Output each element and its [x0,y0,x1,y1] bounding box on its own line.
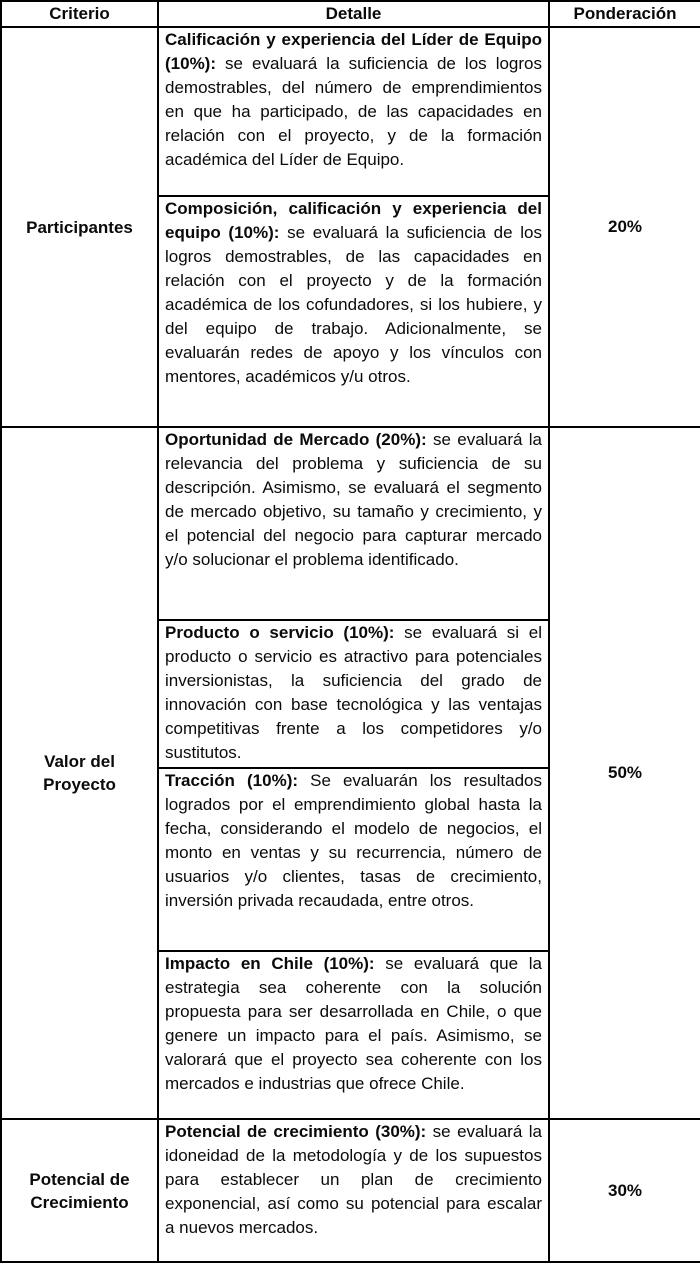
detalle-text: se evaluará la suficiencia de los logros demostrables, del número de emprendimientos en que ha participado, de las capacidades en relación con el proyecto, y de la formación académica del Líder de Equipo. [165,54,542,169]
detalle-lead: Producto o servicio (10%): [165,623,395,642]
detalle-lead: Tracción (10%): [165,771,299,790]
detalle-cell-producto-servicio [158,620,549,768]
detalle-lead: Potencial de crecimiento (30%): [165,1122,427,1141]
detalle-cell-impacto-chile [158,951,549,1119]
detalle-text: se evaluará si el producto o servicio es atractivo para potenciales inversionistas, la suficiencia del grado de innovación con base tecnológica y las ventajas competitivas frente a los competidores y/o sustitutos. [165,623,542,762]
criterio-cell-potencial-crecimiento: Potencial de Crecimiento [1,1119,158,1262]
detalle-cell-traccion [158,768,549,951]
ponderacion-cell-potencial-crecimiento: 30% [549,1119,700,1262]
table-row [1,27,700,196]
table-row [1,427,700,620]
header-row [1,1,700,27]
criterio-cell-participantes: Participantes [1,27,158,427]
detalle-text: se evaluará la suficiencia de los logros demostrables, de las capacidades en relación con el proyecto y de la formación académica de los cofundadores, si los hubiere, y del equipo de trabajo. Adicionalmente, se evaluarán redes de apoyo y los vínculos con mentores, académicos y/u otros. [165,223,542,386]
detalle-cell-oportunidad-mercado [158,427,549,620]
column-header-criterio: Criterio [1,1,158,27]
ponderacion-cell-valor-proyecto: 50% [549,427,700,1119]
column-header-detalle: Detalle [158,1,549,27]
detalle-text: se evaluará la relevancia del problema y suficiencia de su descripción. Asimismo, se evaluará el segmento de mercado objetivo, su tamaño y crecimiento, y el potencial del negocio para capturar mercado y/o solucionar el problema identificado. [165,430,542,569]
detalle-lead: Impacto en Chile (10%): [165,954,375,973]
detalle-lead: Calificación y experiencia del Líder de Equipo (10%): [165,30,542,73]
ponderacion-cell-participantes: 20% [549,27,700,427]
detalle-text: Se evaluarán los resultados logrados por el emprendimiento global hasta la fecha, considerando el modelo de negocios, el monto en ventas y su recurrencia, número de usuarios y/o clientes, tasas de crecimiento, inversión privada recaudada, entre otros. [165,771,542,910]
table-row [1,1119,700,1262]
criterio-cell-valor-proyecto: Valor del Proyecto [1,427,158,1119]
detalle-text: se evaluará la idoneidad de la metodología y de los supuestos para establecer un plan de crecimiento exponencial, así como su potencial para escalar a nuevos mercados. [165,1122,542,1237]
detalle-lead: Composición, calificación y experiencia del equipo (10%): [165,199,542,242]
detalle-text: se evaluará que la estrategia sea coherente con la solución propuesta para ser desarrollada en Chile, o que genere un impacto para el país. Asimismo, se valorará que el proyecto sea coherente con los mercados e industrias que ofrece Chile. [165,954,542,1093]
detalle-lead: Oportunidad de Mercado (20%): [165,430,427,449]
detalle-cell-potencial-crecimiento [158,1119,549,1262]
detalle-cell-lider-equipo [158,27,549,196]
detalle-cell-composicion-equipo [158,196,549,427]
column-header-ponderacion: Ponderación [549,1,700,27]
